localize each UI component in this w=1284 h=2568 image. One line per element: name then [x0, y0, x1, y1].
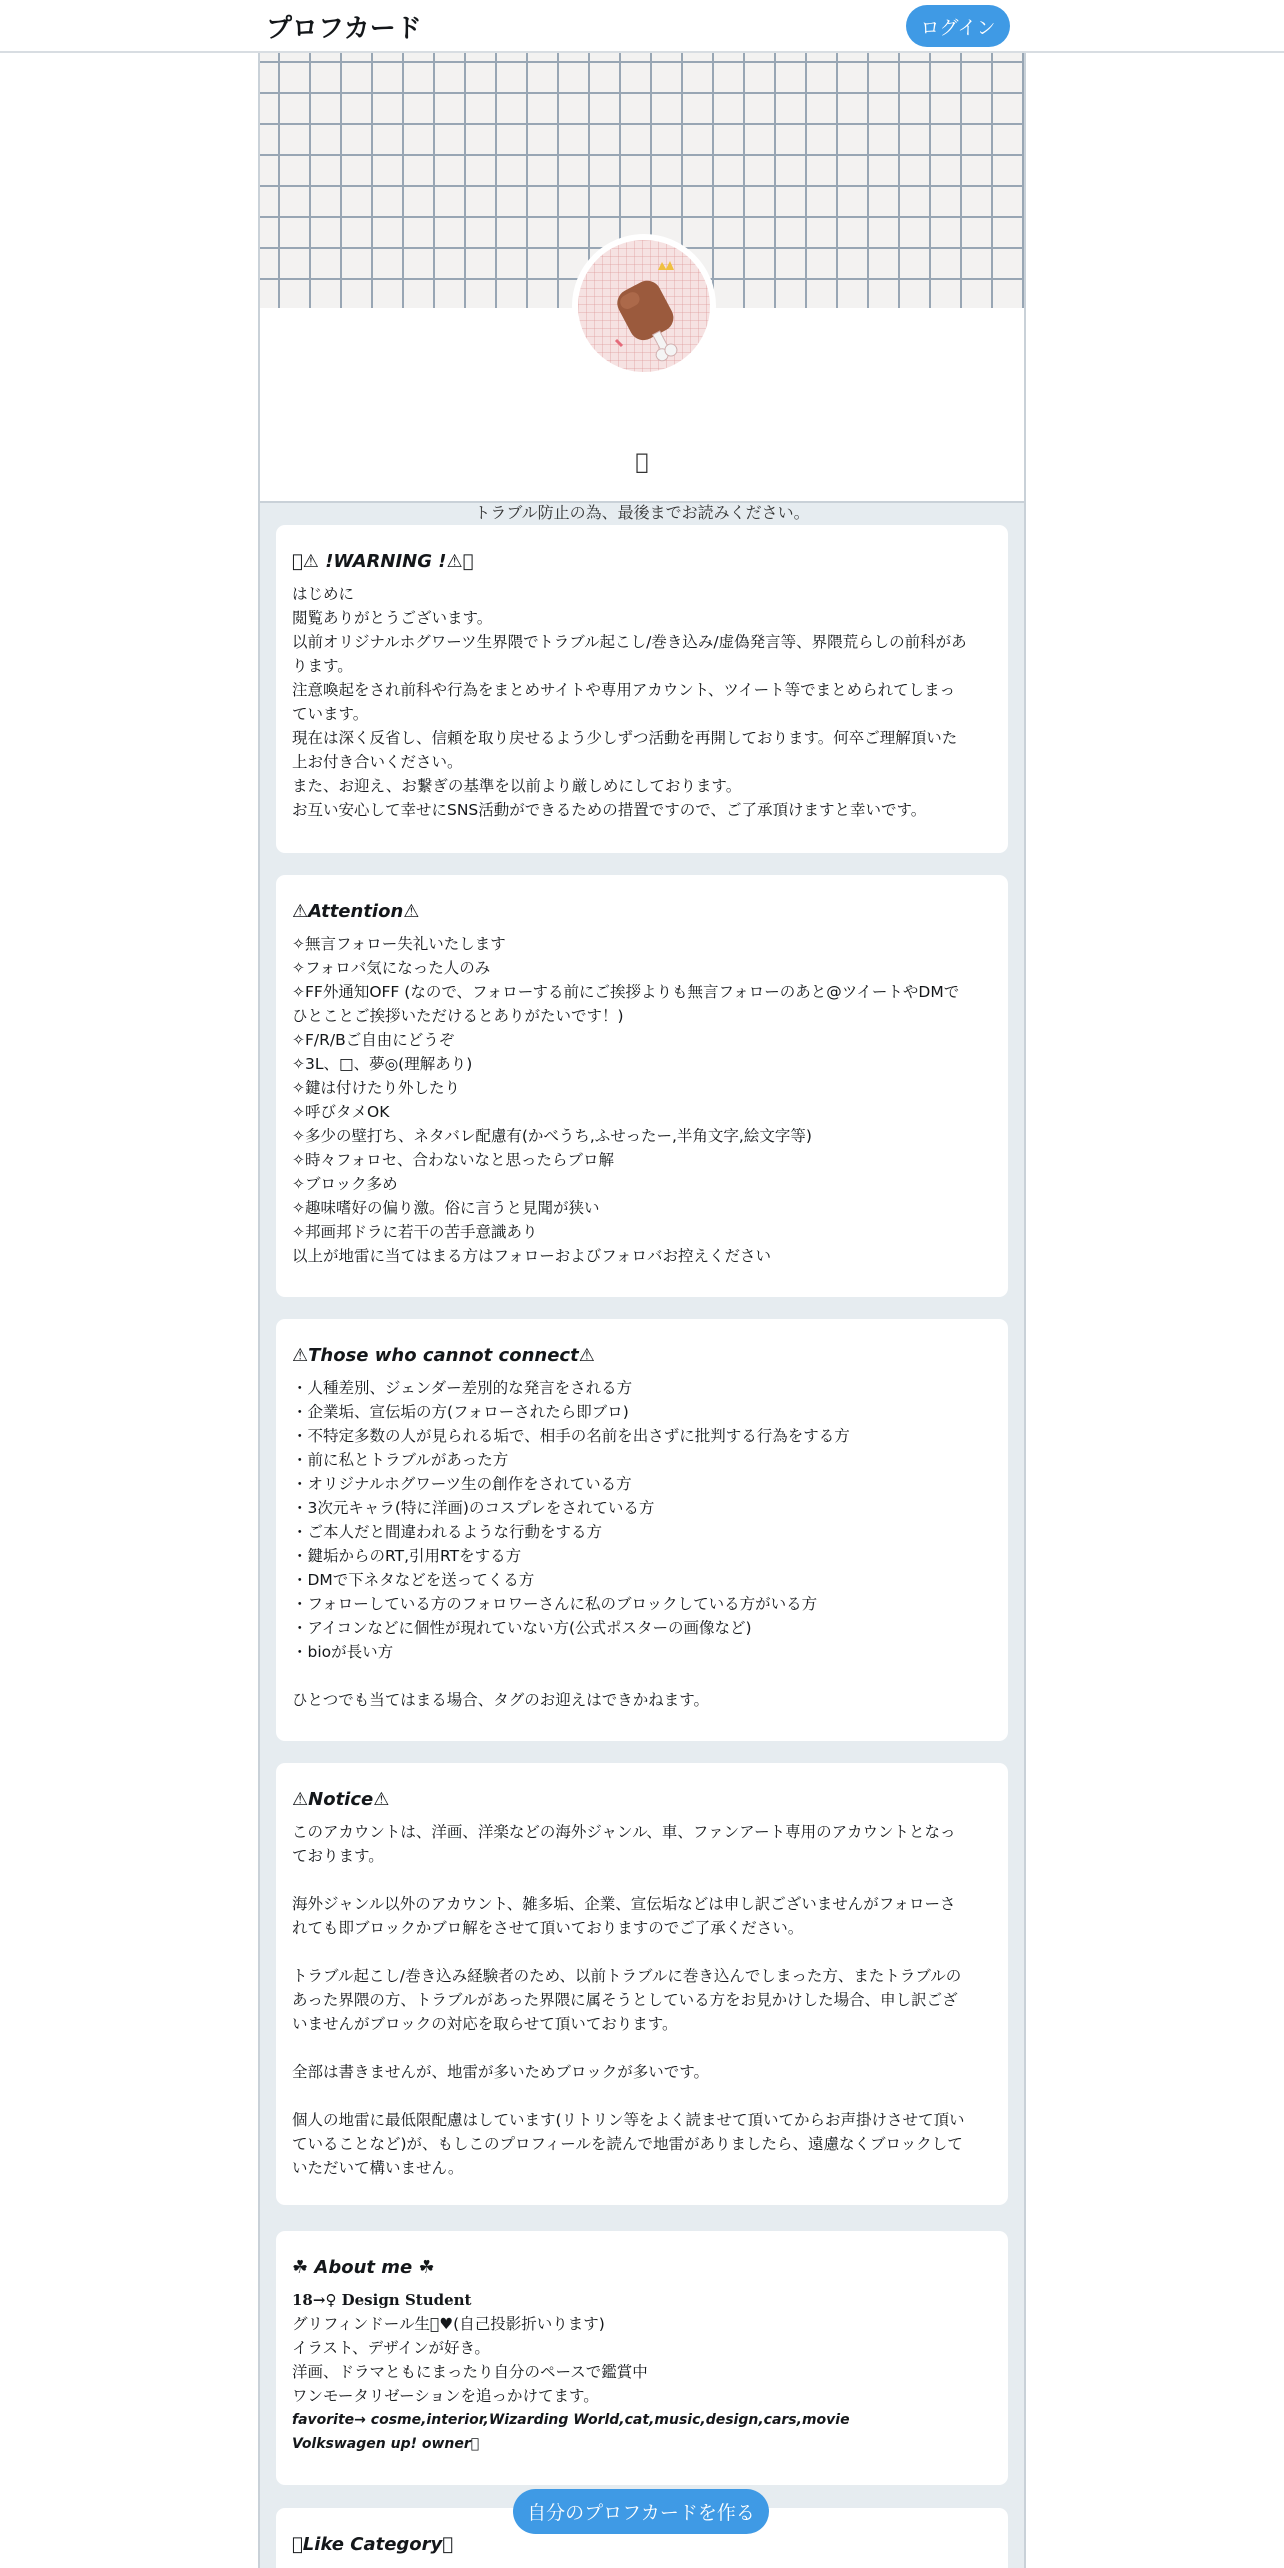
- section-line: ております。: [292, 1847, 384, 1865]
- section-line: ・ご本人だと間違われるような行動をする方: [292, 1523, 603, 1541]
- section-line: ✧趣味嗜好の偏り激。俗に言うと見聞が狭い: [292, 1199, 600, 1217]
- section-line: ✧邦画邦ドラに若干の苦手意識あり: [292, 1223, 538, 1241]
- section-line: ・アイコンなどに個性が現れていない方(公式ポスターの画像など): [292, 1619, 752, 1637]
- section-line: グリフィンドール生􀀀♥(自己投影折いります): [292, 2315, 605, 2333]
- section-line: 閲覧ありがとうございます。: [292, 609, 493, 627]
- section-line: ✧多少の壁打ち、ネタバレ配慮有(かべうち,ふせったー,半角文字,絵文字等): [292, 1127, 812, 1145]
- section-line: ・企業垢、宣伝垢の方(フォローされたら即ブロ): [292, 1403, 629, 1421]
- section-line: はじめに: [292, 585, 355, 603]
- section-line: ります。: [292, 657, 353, 675]
- section-line: ✧無言フォロー失礼いたします: [292, 935, 506, 953]
- section-line: ✧ブロック多め: [292, 1175, 398, 1193]
- section-line: [292, 2036, 992, 2060]
- section-title: 􀀀⚠ !WARNING !⚠􀀀: [292, 551, 474, 572]
- section-line: ・鍵垢からのRT,引用RTをする方: [292, 1547, 522, 1565]
- section-line: いただいて構いません。: [292, 2159, 464, 2177]
- section-line: [292, 1664, 992, 1688]
- about-me-section: [276, 2231, 1008, 2485]
- section-line: 注意喚起をされ前科や行為をまとめサイトや専用アカウント、ツイート等でまとめられてしまっ: [292, 681, 956, 699]
- section-line: ていることなど)が、もしこのプロフィールを読んで地雷がありましたら、遠慮なくブロックして: [292, 2135, 963, 2153]
- section-line: お互い安心して幸せにSNS活動ができるための措置ですので、ご了承頂けますと幸いです。: [292, 801, 927, 819]
- section-title: ☘ About me ☘: [292, 2257, 435, 2278]
- profile-card: [258, 53, 1026, 2568]
- section-line: Volkswagen up! owner􀀀: [292, 2436, 480, 2452]
- section-line: ✧3L、□、夢◎(理解あり): [292, 1055, 473, 1073]
- section-line: ✧鍵は付けたり外したり: [292, 1079, 460, 1097]
- section-line: ・フォローしている方のフォロワーさんに私のブロックしている方がいる方: [292, 1595, 818, 1613]
- section-line: トラブル起こし/巻き込み経験者のため、以前トラブルに巻き込んでしまった方、またトラブルの: [292, 1967, 962, 1985]
- section-line: このアカウントは、洋画、洋楽などの海外ジャンル、車、ファンアート専用のアカウントとなっ: [292, 1823, 956, 1841]
- section-line: あった界隈の方、トラブルがあった界隈に属そうとしている方をお見かけした場合、申し訳ござ: [292, 1991, 958, 2009]
- profile-name: 􀀀: [635, 450, 649, 475]
- section-line: ・bioが長い方: [292, 1643, 394, 1661]
- brand-title[interactable]: プロフカード: [266, 14, 422, 44]
- section-line: ・DMで下ネタなどを送ってくる方: [292, 1571, 535, 1589]
- section-line: ✧フォロバ気になった人のみ: [292, 959, 491, 977]
- section-title: ⚠Notice⚠: [292, 1789, 390, 1810]
- section-title: ⚠Those who cannot connect⚠: [292, 1345, 595, 1366]
- section-line: 現在は深く反省し、信頼を取り戻せるよう少しずつ活動を再開しております。何卒ご理解頂いた: [292, 729, 958, 747]
- section-line: ✧F/R/Bご自由にどうぞ: [292, 1031, 455, 1049]
- section-line: 全部は書きませんが、地雷が多いためブロックが多いです。: [292, 2063, 709, 2081]
- section-line: 以上が地雷に当てはまる方はフォローおよびフォロバお控えください: [292, 1247, 771, 1265]
- notice-section: [276, 1763, 1008, 2205]
- section-line: ・オリジナルホグワーツ生の創作をされている方: [292, 1475, 632, 1493]
- section-line: ✧呼びタメOK: [292, 1103, 390, 1121]
- section-title: 􀀀Like Category􀀀: [292, 2534, 454, 2555]
- section-line: れても即ブロックかブロ解をさせて頂いておりますのでご了承ください。: [292, 1919, 804, 1937]
- section-line: ・不特定多数の人が見られる垢で、相手の名前を出さずに批判する行為をする方: [292, 1427, 850, 1445]
- section-line: 上お付き合いください。: [292, 753, 463, 771]
- section-title: ⚠Attention⚠: [292, 901, 420, 922]
- section-line: favorite→ cosme,interior,Wizarding World,cat,music,design,cars,movie: [292, 2412, 850, 2428]
- section-line: ・3次元キャラ(特に洋画)のコスプレをされている方: [292, 1499, 655, 1517]
- section-line: 個人の地雷に最低限配慮はしています(リトリン等をよく読ませて頂いてからお声掛けさせて頂い: [292, 2111, 965, 2129]
- cannot-connect-section: [276, 1319, 1008, 1741]
- section-line: [292, 1940, 992, 1964]
- section-line: 以前オリジナルホグワーツ生界隈でトラブル起こし/巻き込み/虚偽発言等、界隈荒らしの前科があ: [292, 633, 967, 651]
- warning-section: [276, 525, 1008, 853]
- section-line: ひとことご挨拶いただけるとありがたいです！): [292, 1007, 624, 1025]
- section-line: ています。: [292, 705, 369, 723]
- section-line: ・前に私とトラブルがあった方: [292, 1451, 509, 1469]
- profile-bio: トラブル防止の為、最後までお読みください。: [474, 503, 810, 522]
- section-line: 18→♀ Design Student: [292, 2291, 472, 2309]
- section-line: ひとつでも当てはまる場合、タグのお迎えはできかねます。: [292, 1691, 709, 1709]
- section-line: [292, 1868, 992, 1892]
- section-line: イラスト、デザインが好き。: [292, 2339, 490, 2357]
- section-line: ワンモータリゼーションを追っかけてます。: [292, 2387, 599, 2405]
- avatar: [572, 234, 716, 378]
- section-line: ✧FF外通知OFF (なので、フォローする前にご挨拶よりも無言フォローのあと@ツイートやDMで: [292, 983, 960, 1001]
- section-line: ✧時々フォロセ、合わないなと思ったらブロ解: [292, 1151, 615, 1169]
- top-bar: [0, 0, 1284, 53]
- section-line: ・人種差別、ジェンダー差別的な発言をされる方: [292, 1379, 633, 1397]
- section-line: また、お迎え、お繋ぎの基準を以前より厳しめにしております。: [292, 777, 742, 795]
- create-profcard-button[interactable]: 自分のプロフカードを作る: [513, 2489, 769, 2534]
- attention-section: [276, 875, 1008, 1297]
- section-line: 洋画、ドラマともにまったり自分のペースで鑑賞中: [292, 2363, 648, 2381]
- meat-icon: [578, 240, 710, 372]
- section-line: [292, 2084, 992, 2108]
- section-line: いませんがブロックの対応を取らせて頂いております。: [292, 2015, 678, 2033]
- section-line: 海外ジャンル以外のアカウント、雑多垢、企業、宣伝垢などは申し訳ございませんがフォローさ: [292, 1895, 956, 1913]
- login-button[interactable]: ログイン: [906, 5, 1010, 47]
